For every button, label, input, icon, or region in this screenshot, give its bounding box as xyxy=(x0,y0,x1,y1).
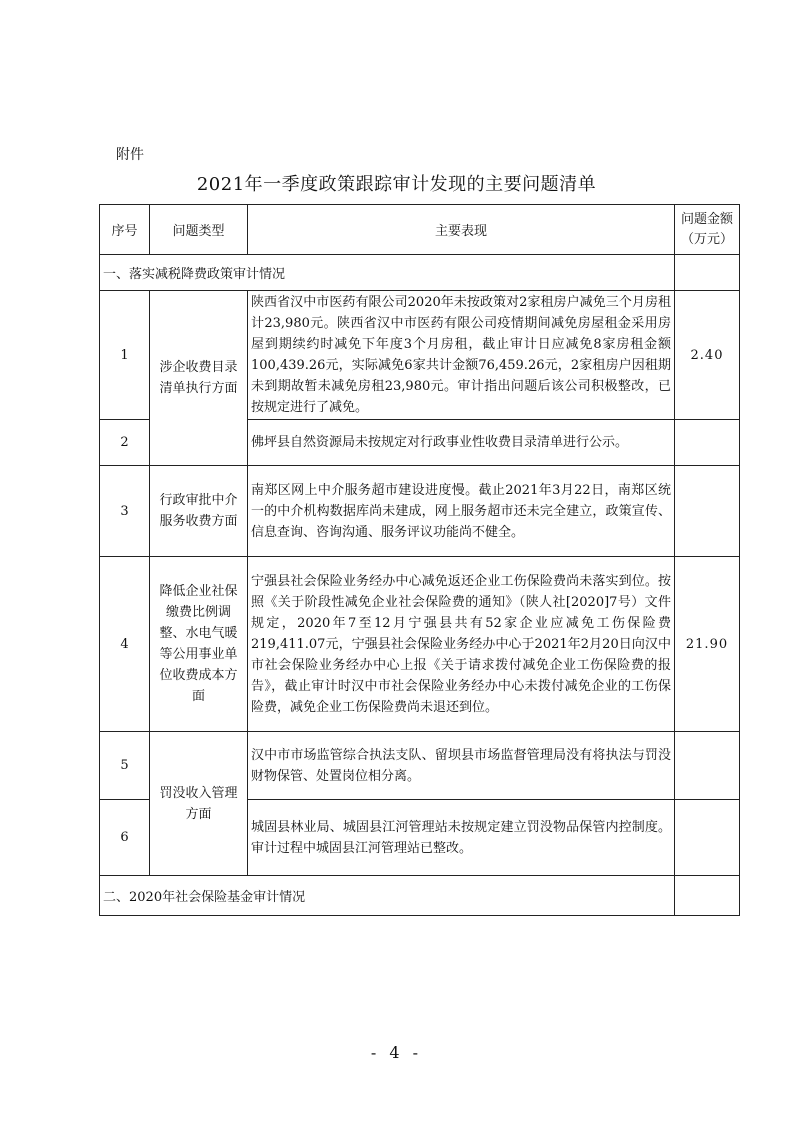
row-amount: 21.90 xyxy=(675,557,740,732)
section-2-title: 二、2020年社会保险基金审计情况 xyxy=(100,876,675,916)
table-row xyxy=(100,732,740,800)
row-desc: 汉中市市场监管综合执法支队、留坝县市场监督管理局没有将执法与罚没财物保管、处置岗位相分离。 xyxy=(248,732,675,800)
attachment-label: 附件 xyxy=(116,147,144,163)
row-type: 降低企业社保缴费比例调整、水电气暖等公用事业单位收费成本方面 xyxy=(150,557,248,732)
document-title: 2021年一季度政策跟踪审计发现的主要问题清单 xyxy=(196,174,597,195)
table-row xyxy=(100,291,740,420)
table-row xyxy=(100,557,740,732)
header-amount xyxy=(675,205,740,255)
section-1-title: 一、落实减税降费政策审计情况 xyxy=(100,255,675,291)
row-no: 4 xyxy=(100,557,150,732)
row-desc: 宁强县社会保险业务经办中心减免返还企业工伤保险费尚未落实到位。按照《关于阶段性减免企业社会保险费的通知》（陕人社[2020]7号）文件规定，2020年7至12月宁强县共有52家企业应减免工伤保险费219,411.07元，宁强县社会保险业务经办中心于2021年2月20日向汉中市社会保险业务经办中心上报《关于请求拨付减免企业工伤保险费的报告》，截止审计时汉中市社会保险业务经办中心未拨付减免企业的工伤保险费，减免企业工伤保险费尚未退还到位。 xyxy=(248,557,675,732)
row-desc: 陕西省汉中市医药有限公司2020年未按政策对2家租房户减免三个月房租计23,980元。陕西省汉中市医药有限公司疫情期间减免房屋租金采用房屋到期续约时减免下年度3个月房租，截止审计日应减免8家房租金额100,439.26元，实际减免6家共计金额76,459.26元，2家租房户因租期未到期故暂未减免房租23,980元。审计指出问题后该公司积极整改，已按规定进行了减免。 xyxy=(248,291,675,420)
row-amount: 2.40 xyxy=(675,291,740,420)
header-no: 序号 xyxy=(100,205,150,255)
header-amount-line1: 问题金额 xyxy=(680,211,733,227)
row-no: 3 xyxy=(100,466,150,557)
header-type: 问题类型 xyxy=(150,205,248,255)
row-no: 6 xyxy=(100,800,150,876)
row-type: 行政审批中介服务收费方面 xyxy=(150,466,248,557)
row-desc: 南郑区网上中介服务超市建设进度慢。截止2021年3月22日，南郑区统一的中介机构数据库尚未建成，网上服务超市还未完全建立，政策宣传、信息查询、咨询沟通、服务评议功能尚不健全。 xyxy=(248,466,675,557)
header-amount-line2: （万元） xyxy=(680,231,733,247)
row-amount xyxy=(675,732,740,800)
table-header-row xyxy=(100,205,740,255)
row-type: 罚没收入管理方面 xyxy=(150,732,248,876)
row-desc: 城固县林业局、城固县江河管理站未按规定建立罚没物品保管内控制度。审计过程中城固县江河管理站已整改。 xyxy=(248,800,675,876)
row-no: 1 xyxy=(100,291,150,420)
section-2-amount xyxy=(675,876,740,916)
page-number: - 4 - xyxy=(370,1043,423,1062)
section-1-amount xyxy=(675,255,740,291)
row-no: 5 xyxy=(100,732,150,800)
row-desc: 佛坪县自然资源局未按规定对行政事业性收费目录清单进行公示。 xyxy=(248,420,675,466)
problem-list-table xyxy=(99,204,740,916)
row-amount xyxy=(675,420,740,466)
row-amount xyxy=(675,800,740,876)
table-row xyxy=(100,466,740,557)
row-no: 2 xyxy=(100,420,150,466)
row-amount xyxy=(675,466,740,557)
header-desc: 主要表现 xyxy=(248,205,675,255)
row-type: 涉企收费目录清单执行方面 xyxy=(150,291,248,466)
section-row-1 xyxy=(100,255,740,291)
section-row-2 xyxy=(100,876,740,916)
